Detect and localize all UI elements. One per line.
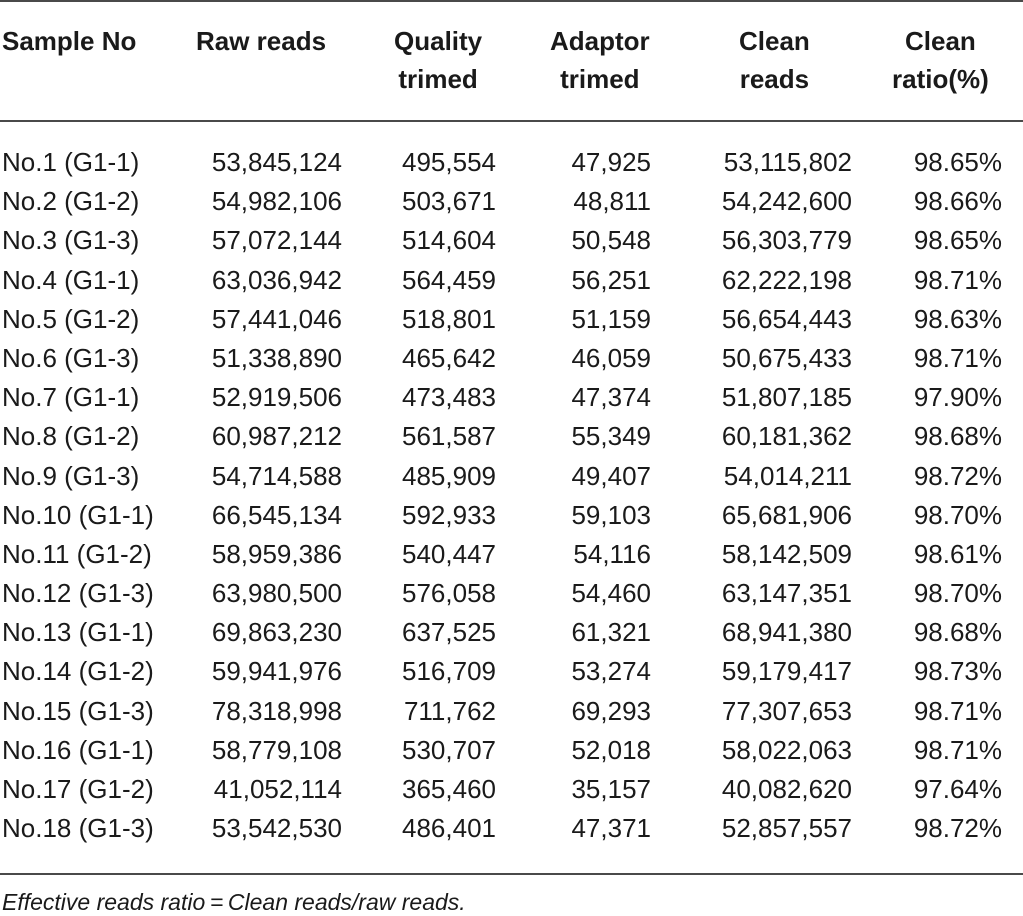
table-row [0, 339, 1023, 378]
header-sample-no: Sample No [2, 26, 137, 56]
cell-clean-reads: 54,242,600 [721, 186, 852, 217]
cell-raw-reads: 60,987,212 [211, 421, 342, 452]
table-row [0, 613, 1023, 652]
cell-adaptor-trimed: 50,548 [571, 225, 651, 256]
table-row [0, 809, 1023, 848]
table-row [0, 378, 1023, 417]
cell-adaptor-trimed: 56,251 [571, 264, 651, 295]
table-header-row [0, 0, 1023, 120]
cell-raw-reads: 54,982,106 [211, 186, 342, 217]
cell-quality-trimed: 576,058 [402, 578, 496, 609]
cell-clean-ratio: 97.64% [913, 774, 1002, 804]
cell-raw-reads: 69,863,230 [211, 617, 342, 648]
cell-clean-reads: 56,654,443 [721, 303, 852, 334]
cell-clean-reads: 58,022,063 [721, 734, 852, 765]
cell-adaptor-trimed: 47,371 [571, 813, 651, 844]
cell-raw-reads: 58,779,108 [211, 734, 342, 765]
table-body [0, 143, 1023, 848]
cell-raw-reads: 57,072,144 [211, 225, 342, 256]
cell-sample-no: No.15 (G1-3) [2, 695, 154, 726]
table-row [0, 143, 1023, 182]
cell-clean-reads: 56,303,779 [721, 225, 852, 256]
cell-adaptor-trimed: 69,293 [571, 695, 651, 726]
cell-sample-no: No.13 (G1-1) [2, 617, 154, 648]
cell-clean-reads: 60,181,362 [721, 421, 852, 452]
cell-sample-no: No.12 (G1-3) [2, 578, 154, 609]
cell-sample-no: No.18 (G1-3) [2, 813, 154, 844]
cell-adaptor-trimed: 55,349 [571, 421, 651, 452]
cell-adaptor-trimed: 35,157 [571, 774, 651, 804]
cell-sample-no: No.9 (G1-3) [2, 460, 140, 491]
table-row [0, 731, 1023, 770]
cell-quality-trimed: 637,525 [402, 617, 496, 648]
cell-quality-trimed: 514,604 [402, 225, 496, 256]
table-row [0, 652, 1023, 691]
cell-sample-no: No.6 (G1-3) [2, 342, 140, 373]
cell-sample-no: No.8 (G1-2) [2, 421, 140, 452]
table-footnote: Effective reads ratio = Clean reads/raw reads. [2, 889, 466, 915]
cell-clean-reads: 59,179,417 [721, 656, 852, 687]
cell-quality-trimed: 485,909 [402, 460, 496, 491]
cell-sample-no: No.1 (G1-1) [2, 147, 140, 177]
table-row [0, 221, 1023, 260]
cell-clean-ratio: 98.65% [913, 225, 1002, 256]
cell-clean-reads: 65,681,906 [721, 499, 852, 530]
cell-raw-reads: 78,318,998 [211, 695, 342, 726]
cell-quality-trimed: 540,447 [402, 538, 496, 569]
table-row [0, 417, 1023, 456]
cell-sample-no: No.16 (G1-1) [2, 734, 154, 765]
header-clean-reads: Clean reads [739, 26, 810, 94]
cell-adaptor-trimed: 52,018 [571, 734, 651, 765]
cell-quality-trimed: 711,762 [403, 695, 496, 726]
cell-sample-no: No.2 (G1-2) [2, 186, 140, 217]
cell-adaptor-trimed: 48,811 [573, 186, 651, 217]
cell-clean-reads: 62,222,198 [721, 264, 852, 295]
cell-adaptor-trimed: 49,407 [571, 460, 651, 491]
cell-raw-reads: 66,545,134 [211, 499, 342, 530]
cell-raw-reads: 59,941,976 [211, 656, 342, 687]
header-quality-trimed: Quality trimed [394, 26, 483, 94]
cell-clean-ratio: 98.73% [913, 656, 1002, 687]
table-row [0, 535, 1023, 574]
cell-raw-reads: 58,959,386 [211, 538, 342, 569]
cell-raw-reads: 52,919,506 [211, 382, 342, 413]
cell-quality-trimed: 486,401 [402, 813, 496, 844]
table-row [0, 692, 1023, 731]
cell-clean-ratio: 98.72% [913, 460, 1002, 491]
cell-quality-trimed: 465,642 [402, 342, 496, 373]
cell-raw-reads: 51,338,890 [211, 342, 342, 373]
cell-quality-trimed: 473,483 [402, 382, 496, 413]
cell-quality-trimed: 495,554 [402, 147, 496, 177]
table-row [0, 182, 1023, 221]
cell-quality-trimed: 564,459 [402, 264, 496, 295]
cell-sample-no: No.4 (G1-1) [2, 264, 140, 295]
cell-sample-no: No.7 (G1-1) [2, 382, 140, 413]
cell-sample-no: No.3 (G1-3) [2, 225, 140, 256]
cell-clean-ratio: 98.71% [913, 264, 1002, 295]
cell-raw-reads: 57,441,046 [211, 303, 342, 334]
table-row [0, 770, 1023, 809]
cell-quality-trimed: 516,709 [402, 656, 496, 687]
cell-quality-trimed: 518,801 [402, 303, 496, 334]
cell-quality-trimed: 561,587 [402, 421, 496, 452]
cell-clean-reads: 68,941,380 [721, 617, 852, 648]
cell-quality-trimed: 365,460 [402, 774, 496, 804]
cell-sample-no: No.17 (G1-2) [2, 774, 154, 804]
cell-raw-reads: 54,714,588 [211, 460, 342, 491]
cell-sample-no: No.10 (G1-1) [2, 499, 154, 530]
cell-clean-ratio: 98.63% [913, 303, 1002, 334]
cell-adaptor-trimed: 53,274 [571, 656, 651, 687]
cell-clean-ratio: 98.71% [913, 734, 1002, 765]
table-row [0, 261, 1023, 300]
bottom-rule [0, 873, 1023, 875]
cell-clean-ratio: 98.68% [913, 421, 1002, 452]
cell-sample-no: No.11 (G1-2) [2, 538, 152, 569]
table-row [0, 457, 1023, 496]
cell-adaptor-trimed: 59,103 [571, 499, 651, 530]
cell-clean-reads: 50,675,433 [721, 342, 852, 373]
cell-clean-reads: 54,014,211 [723, 460, 852, 491]
table-row [0, 300, 1023, 339]
cell-raw-reads: 53,845,124 [211, 147, 342, 177]
table-row [0, 496, 1023, 535]
cell-raw-reads: 63,980,500 [211, 578, 342, 609]
cell-clean-reads: 51,807,185 [721, 382, 852, 413]
cell-clean-reads: 52,857,557 [721, 813, 852, 844]
cell-raw-reads: 53,542,530 [211, 813, 342, 844]
cell-clean-ratio: 98.70% [913, 578, 1002, 609]
header-adaptor-trimed: Adaptor trimed [550, 26, 650, 94]
cell-adaptor-trimed: 46,059 [571, 342, 651, 373]
cell-quality-trimed: 592,933 [402, 499, 496, 530]
cell-sample-no: No.5 (G1-2) [2, 303, 140, 334]
cell-clean-ratio: 97.90% [913, 382, 1002, 413]
cell-clean-ratio: 98.72% [913, 813, 1002, 844]
cell-clean-ratio: 98.66% [913, 186, 1002, 217]
header-raw-reads: Raw reads [196, 26, 327, 56]
cell-clean-ratio: 98.70% [913, 499, 1002, 530]
cell-clean-ratio: 98.65% [913, 147, 1002, 177]
cell-adaptor-trimed: 51,159 [571, 303, 651, 334]
cell-raw-reads: 41,052,114 [213, 774, 342, 804]
cell-quality-trimed: 530,707 [402, 734, 496, 765]
cell-clean-ratio: 98.61% [913, 538, 1002, 569]
cell-clean-reads: 40,082,620 [721, 774, 852, 804]
cell-adaptor-trimed: 47,925 [571, 147, 651, 177]
cell-adaptor-trimed: 54,460 [571, 578, 651, 609]
header-rule [0, 120, 1023, 122]
table-row [0, 574, 1023, 613]
cell-clean-ratio: 98.71% [913, 695, 1002, 726]
cell-adaptor-trimed: 54,116 [573, 538, 651, 569]
cell-adaptor-trimed: 61,321 [571, 617, 651, 648]
cell-clean-reads: 53,115,802 [723, 147, 852, 177]
cell-sample-no: No.14 (G1-2) [2, 656, 154, 687]
cell-clean-ratio: 98.71% [913, 342, 1002, 373]
cell-clean-reads: 77,307,653 [721, 695, 852, 726]
cell-clean-reads: 63,147,351 [721, 578, 852, 609]
cell-adaptor-trimed: 47,374 [571, 382, 651, 413]
cell-clean-ratio: 98.68% [913, 617, 1002, 648]
cell-raw-reads: 63,036,942 [211, 264, 342, 295]
cell-quality-trimed: 503,671 [402, 186, 496, 217]
header-clean-ratio: Clean ratio(%) [892, 26, 989, 94]
cell-clean-reads: 58,142,509 [721, 538, 852, 569]
